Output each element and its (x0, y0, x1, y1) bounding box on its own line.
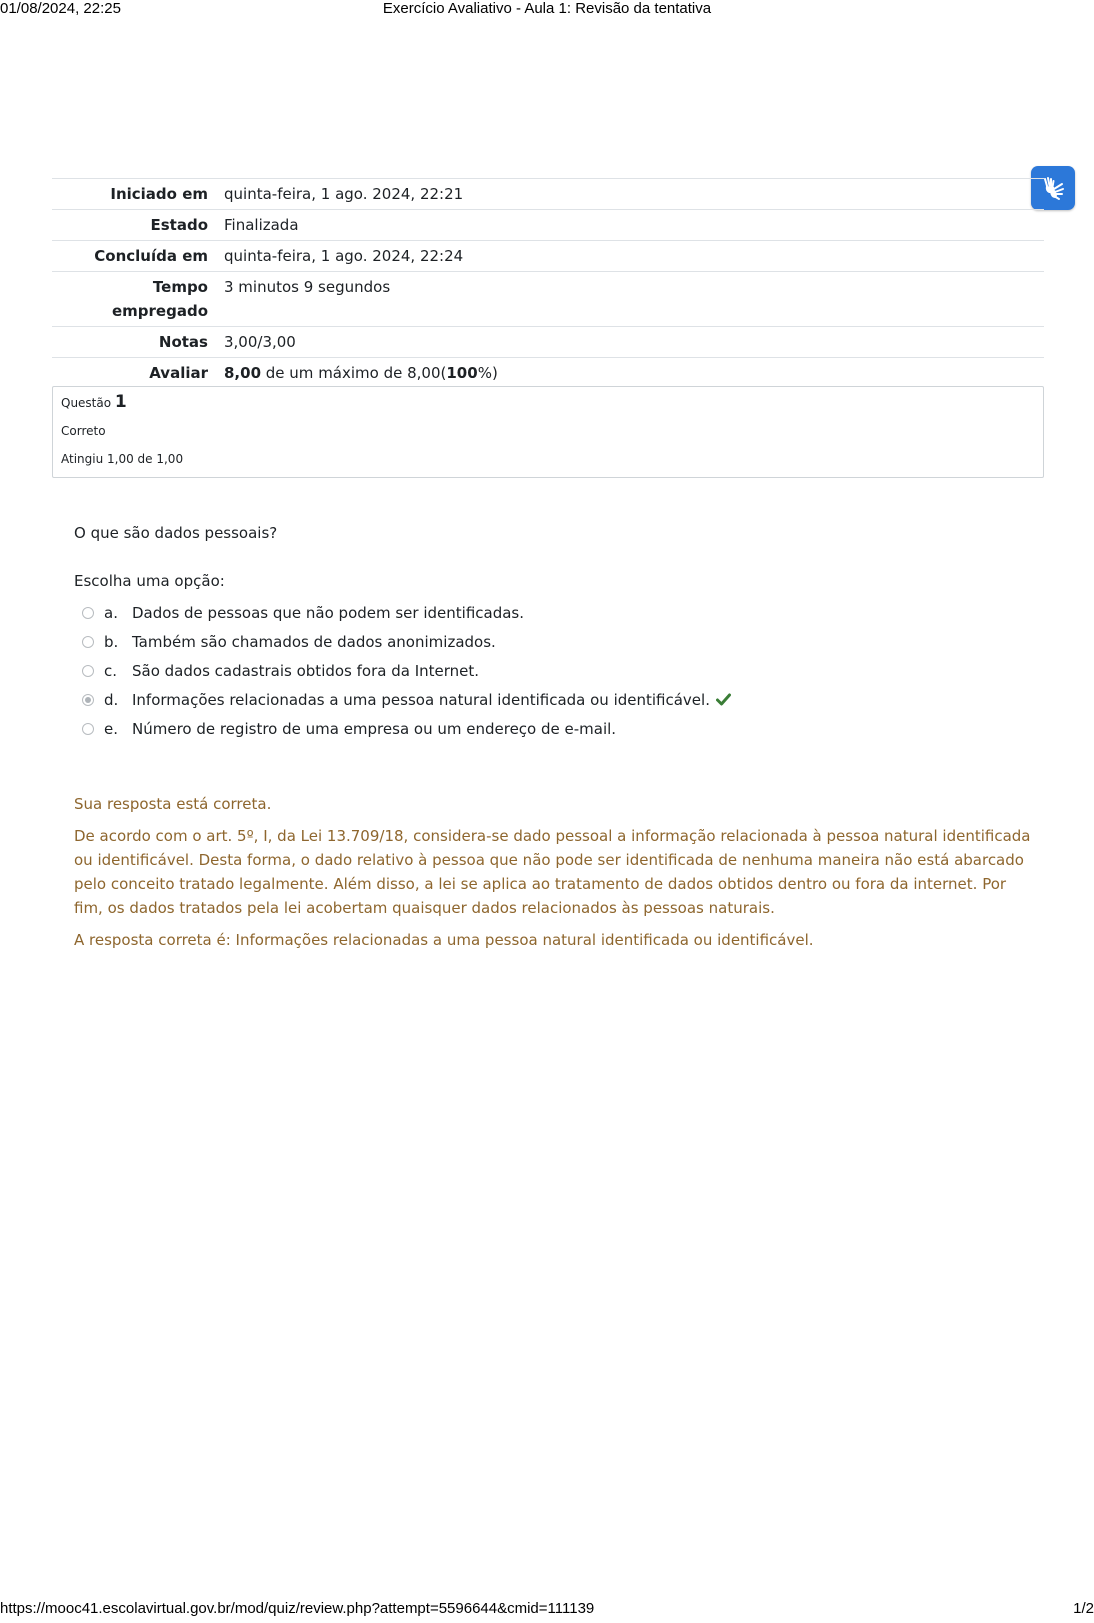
question-number-value: 1 (114, 392, 127, 412)
summary-value: 3,00/3,00 (224, 327, 1044, 358)
answer-label: Número de registro de uma empresa ou um endereço de e-mail. (132, 719, 617, 738)
summary-label: Concluída em (52, 241, 224, 272)
question-number (61, 393, 1035, 412)
feedback-correct-answer: A resposta correta é: Informações relacionadas a uma pessoa natural identificada ou identificável. (74, 931, 814, 949)
print-url: https://mooc41.escolavirtual.gov.br/mod/quiz/review.php?attempt=5596644&cmid=111139 (0, 1600, 595, 1617)
grade-max: de um máximo de 8,00( (261, 364, 447, 382)
answer-radio[interactable] (82, 723, 94, 735)
summary-label: Estado (52, 210, 224, 241)
summary-label: Avaliar (52, 358, 224, 389)
answer-radio[interactable] (82, 665, 94, 677)
print-page-title: Exercício Avaliativo - Aula 1: Revisão da tentativa (382, 0, 712, 17)
grade-percent: 100 (446, 364, 478, 382)
summary-label: Iniciado em (52, 179, 224, 210)
question-info-box (52, 386, 1044, 478)
answer-option (82, 598, 731, 627)
check-icon (716, 693, 731, 706)
answer-label: São dados cadastrais obtidos fora da Internet. (132, 661, 480, 680)
answer-letter: d. (104, 690, 119, 709)
summary-label: Tempo empregado (52, 272, 224, 327)
question-grade: Atingiu 1,00 de 1,00 (61, 452, 184, 466)
answer-letter: b. (104, 632, 119, 651)
answer-options (82, 598, 731, 743)
summary-row-completed (52, 241, 1044, 272)
answer-option (82, 627, 731, 656)
print-datetime: 01/08/2024, 22:25 (0, 0, 121, 17)
summary-row-marks (52, 327, 1044, 358)
answer-option (82, 656, 731, 685)
grade-suffix: %) (477, 364, 498, 382)
answer-label: Informações relacionadas a uma pessoa natural identificada ou identificável. (132, 690, 710, 709)
feedback-status: Sua resposta está correta. (74, 795, 272, 813)
question-text: O que são dados pessoais? (74, 524, 278, 542)
answer-prompt: Escolha uma opção: (74, 572, 225, 590)
summary-value: quinta-feira, 1 ago. 2024, 22:21 (224, 179, 1044, 210)
answer-letter: a. (104, 603, 118, 622)
print-page-number: 1/2 (1073, 1600, 1094, 1617)
attempt-summary-table (52, 178, 1044, 388)
summary-label: Notas (52, 327, 224, 358)
answer-radio[interactable] (82, 636, 94, 648)
summary-row-time-taken (52, 272, 1044, 327)
summary-value: Finalizada (224, 210, 1044, 241)
answer-label: Também são chamados de dados anonimizados. (132, 632, 496, 651)
summary-row-state (52, 210, 1044, 241)
answer-option (82, 714, 731, 743)
feedback-panel (74, 792, 1034, 960)
feedback-explanation: De acordo com o art. 5º, I, da Lei 13.709/18, considera-se dado pessoal a informação relacionada à pessoa natural identificada ou identificável. Desta forma, o dado relativo à pessoa que não pode ser identificada de nenhuma maneira não está abarcado pelo conceito tratado legalmente. Além disso, a lei se aplica ao tratamento de dados obtidos dentro ou fora da internet. Por fim, os dados tratados pela lei acobertam quaisquer dados relacionados às pessoas naturais. (74, 827, 1031, 917)
answer-radio-selected[interactable] (82, 694, 94, 706)
print-header (0, 0, 1094, 18)
answer-radio[interactable] (82, 607, 94, 619)
summary-value: 3 minutos 9 segundos (224, 272, 1044, 327)
answer-letter: c. (104, 661, 118, 680)
summary-row-started (52, 179, 1044, 210)
answer-option-selected (82, 685, 731, 714)
print-footer (0, 1600, 1094, 1618)
grade-score: 8,00 (224, 364, 262, 382)
question-state: Correto (61, 424, 106, 438)
answer-letter: e. (104, 719, 118, 738)
summary-value: quinta-feira, 1 ago. 2024, 22:24 (224, 241, 1044, 272)
answer-label: Dados de pessoas que não podem ser identificadas. (132, 603, 525, 622)
grade-value (224, 358, 1044, 389)
summary-row-grade (52, 358, 1044, 389)
question-number-label: Questão (61, 396, 112, 410)
